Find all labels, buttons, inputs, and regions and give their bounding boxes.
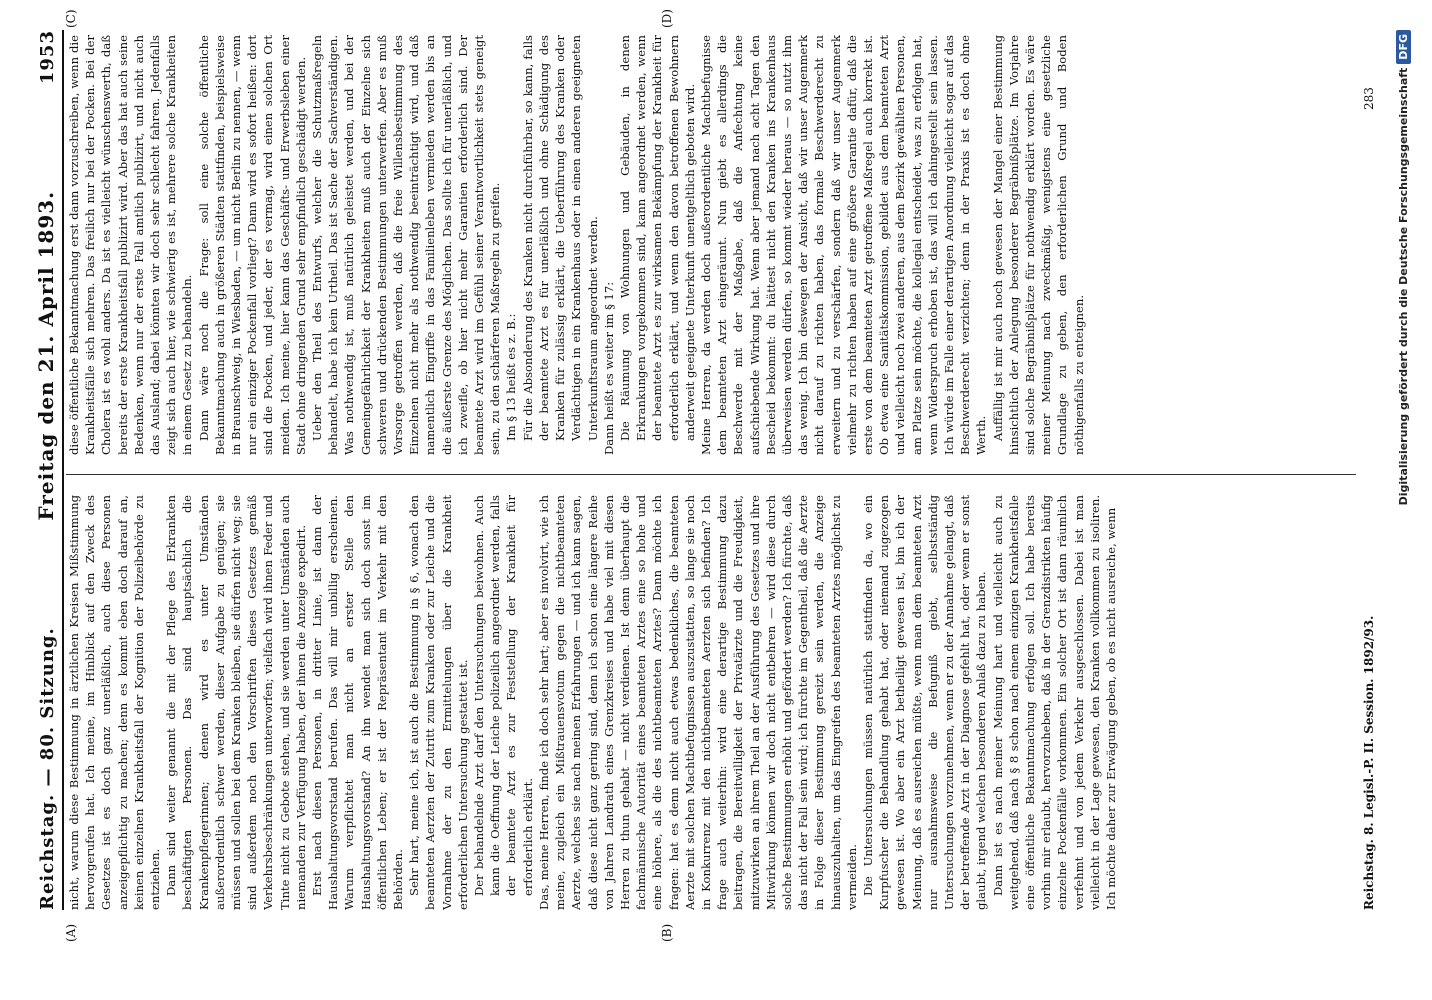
margin-mark-d: (D): [660, 9, 674, 28]
paragraph: diese öffentliche Bekanntmachung erst dann vorzuschreiben, wenn die Krankheitsfälle sich mehren. Das freilich nur bei der Pocken. Bei der Cholera ist es wohl anders. Da ist es vielleicht wünschenswerth, daß bereits der erste Krankheitsfall publizirt wird. Aber das hat auch seine Bedenken, wenn nur der erste Fall amtlich publizirt, und nicht auch das Ausland; dabei könnten wir doch sehr schlecht fahren. Jedenfalls zeigt sich auch hier, wie schwierig es ist, mehrere solche Krankheiten in einem Gesetz zu behandeln.: [67, 35, 195, 455]
paragraph: Dann ist es nach meiner Meinung hart und vielleicht auch zu weitgehend, daß nach § 8 schon nach einem einzigen Krankheitsfalle eine öffentliche Bekanntmachung erfolgen soll. Ich habe bereits vorhin mir erlaubt, hervorzuheben, daß in der Grenzdistrikten häufig einzelne Pockenfälle vorkommen. Ein solcher Ort ist dann räumlich verfehmt und von jedem Verkehr ausgeschlossen. Dabei ist man vielleicht in der Lage gewesen, den Kranken vollkommen zu isoliren. Ich möchte daher zur Erwägung geben, ob es nicht ausreiche, wenn: [990, 495, 1118, 910]
paragraph: Das, meine Herren, finde ich doch sehr hart; aber es involvirt, wie ich meine, zugleich ein Mißtrauensvotum gegen die nichtbeamteten Aerzte, welches sie nach meinen Erfahrungen — und ich kann sagen, daß diese nicht ganz gering sind, denn ich schon eine längere Reihe von Jahren Landrath eines Grenzkreises und habe viel mit diesen Herren zu thun gehabt — nicht verdienen. Ist denn überhaupt die fachmännische Autorität eines beamteten Arztes eine so hohe und eine höhere, als die des nichtbeamteten Arztes? Dann möchte ich fragen: hat es denn nicht auch etwas bedenkliches, die beamteten Aerzte mit solchen Machtbefugnissen auszustatten, so lange sie noch in Konkurrenz mit den nichtbeamteten Aerzten sich befinden? Ich frage auch weiterhin: wird eine derartige Bestimmung dazu beitragen, die Bereitwilligkeit der Privatärzte und die Freudigkeit, mitzuwirken an ihrem Theil an der Ausführung des Gesetzes und ihre Mitwirkung können wir doch nicht entbehren — wird diese durch solche Bestimmungen erhöht und gefördert werden? Ich fürchte, daß das nicht der Fall sein wird; ich fürchte im Gegentheil, daß die Aerzte in Folge dieser Bestimmung gereizt sein werden, die Anzeige hinauszuhalten, um das Eingreifen des beamteten Arztes möglichst zu vermeiden.: [536, 495, 859, 910]
margin-mark-c: (C): [64, 9, 78, 28]
paragraph: nicht, warum diese Bestimmung in ärztlichen Kreisen Mißstimmung hervorgerufen hat. Ich meine, im Hinblick auf den Zweck des Gesetzes ist es doch ganz unerläßlich, auch diese Personen anzeigepflichtig zu machen; denn es kommt eben doch darauf an, keinen einzelnen Krankheitsfall der Kognition der Polizeibehörde zu entziehen.: [67, 495, 163, 910]
digitization-stamp: [1392, 30, 1414, 970]
header-date: Freitag den 21. April 1893.: [34, 190, 58, 521]
right-column: [66, 35, 1356, 455]
paragraph: Auffällig ist mir auch noch gewesen der Mangel einer Bestimmung hinsichtlich der Anlegung besonderer Begräbnißplätze. Im Vorjahre sind solche Begräbnißplätze für nothwendig erklärt worden. Es wäre meiner Meinung nach zweckmäßig, wenigstens eine gesetzliche Grundlage zu geben, den erforderlichen Grund und Boden nöthigenfalls zu enteignen.: [990, 35, 1086, 455]
header-page-number: 1953: [37, 30, 58, 85]
header-left: Reichstag. — 80. Sitzung.: [37, 627, 58, 910]
left-column: [66, 495, 1356, 910]
margin-mark-b: (B): [660, 923, 674, 942]
paragraph: Sehr hart, meine ich, ist auch die Bestimmung in § 6, wonach den beamteten Aerzten der Zutritt zum Kranken oder zur Leiche und die Vornahme der zu den Ermittelungen über die Krankheit erforderlichen Untersuchung gestattet ist.: [407, 495, 470, 910]
dfg-logo: DFG: [1396, 30, 1411, 64]
paragraph: Meine Herren, da werden doch außerordentliche Machtbefugnisse dem beamteten Arzt eingeräumt. Nun giebt es allerdings die Beschwerde mit der Maßgabe, daß die Anfechtung keine aufschiebende Wirkung hat. Wenn aber jemand nach acht Tagen den Bescheid bekommt: du hättest nicht den Kranken ins Krankenhaus überweisen werden dürfen, so kommt wieder heraus — so nutzt ihm das wenig. Ich bin deswegen der Ansicht, daß wir unser Augenmerk nicht darauf zu richten haben, das formale Beschwerderecht zu erweitern und zu verschärfen, sondern daß wir unser Augenmerk vielmehr zu richten haben auf eine größere Garantie dafür, daß die erste von dem beamteten Arzt getroffene Maßregel auch korrekt ist. Ob etwa eine Sanitätskommission, gebildet aus dem beamteten Arzt und vielleicht noch zwei anderen, aus dem Bezirk gewählten Personen, am Platze sein möchte, die kollegial entscheidet, was zu erfolgen hat, wenn Widerspruch erhoben ist, das will ich dahingestellt sein lassen. Ich würde im Falle einer derartigen Anordnung vielleicht sogar auf das Beschwerderecht verzichten; denn in der Praxis ist es doch ohne Werth.: [698, 35, 989, 455]
stamp-text: Digitalisierung gefördert durch die Deutsche Forschungsgemeinschaft: [1396, 67, 1410, 506]
column-divider: [66, 474, 1356, 475]
paragraph: Im § 13 heißt es z. B.:: [504, 313, 519, 441]
paragraph: Dann sind weiter genannt die mit der Pflege des Erkrankten beschäftigten Personen. Das sind hauptsächlich die Krankenpflegerinnen; denen wird es unter Umständen außerordentlich schwer werden, dieser Aufgabe zu genügen; sie müssen und sollen bei dem Kranken bleiben, sie dürfen nicht weg; sie sind außerdem noch den Vorschriften dieses Gesetzes gemäß Verkehrsbeschränkungen unterworfen; vielfach wird ihnen Feder und Tinte nicht zu Gebote stehen, und sie werden unter Umständen auch niemanden zur Verfügung haben, der ihnen die Anzeige expedirt.: [164, 495, 308, 910]
margin-mark-a: (A): [64, 923, 78, 942]
footer-page-number: 283: [1362, 87, 1376, 110]
paragraph: Erst nach diesen Personen, in dritter Linie, ist dann der Haushaltungsvorstand berufen. Das will mir unbillig erscheinen. Warum verpflichtet man nicht an erster Stelle den Haushaltungsvorstand? An ihn wendet man sich doch sonst im öffentlichen Leben; er ist der Repräsentant im Verkehr mit den Behörden.: [310, 495, 406, 910]
footer-session: Reichstag. 8. Legisl.-P. II. Session. 1892/93.: [1362, 615, 1376, 910]
paragraph: Für die Absonderung des Kranken nicht durchführbar, so kann, falls der beamtete Arzt es für unerläßlich und ohne Schädigung des Kranken für zulässig erklärt, die Ueberführung des Kranken oder Verdächtigen in ein Krankenhaus oder in einen anderen geeigneten Unterkunftsraum angeordnet werden.: [520, 35, 600, 441]
paragraph: Die Untersuchungen müssen natürlich stattfinden da, wo ein Kurpfuscher die Behandlung gehabt hat, oder niemand zugezogen gewesen ist. Wo aber ein Arzt betheiligt gewesen ist, bin ich der Meinung, daß es ausreichen müßte, wenn man dem beamteten Arzt nur ausnahmsweise die Befugniß giebt, selbstständig Untersuchungen vorzunehmen, wenn er zu der Annahme gelangt, daß der betreffende Arzt in der Diagnose gefehlt hat, oder wenn er sonst glaubt, irgend welchen besonderen Anlaß dazu zu haben.: [860, 495, 989, 910]
paragraph: Dann wäre noch die Frage: soll eine solche öffentliche Bekanntmachung auch in größeren Städten stattfinden, beispielsweise in Braunschweig, in Wiesbaden, — um nicht Berlin zu nennen, — wenn nur ein einziger Pockenfall vorliegt? Dann wird es sofort heißen: dort sind die Pocken, und jeder, der es vermag, wird einen solchen Ort meiden. Ich meine, hier kann das Geschäfts- und Erwerbsleben einer Stadt ohne dringenden Grund sehr empfindlich geschädigt werden.: [196, 35, 308, 455]
paragraph: Ueber den Theil des Entwurfs, welcher die Schutzmaßregeln behandelt, habe ich kein Urtheil. Das ist Sache der Sachverständigen. Was nothwendig ist, muß natürlich geleistet werden, und bei der Gemeingefährlichkeit der Krankheiten muß auch der Einzelne sich schweren und drückenden Bestimmungen unterwerfen. Aber es muß Vorsorge getroffen werden, daß die freie Willensbestimmung des Einzelnen nicht mehr als nothwendig beeinträchtigt wird, und daß namentlich Eingriffe in das Familienleben vermieden werden bis an die äußerste Grenze des Möglichen. Das sollte ich für unerläßlich, und ich zweifle, ob hier nicht mehr Garantien erforderlich sind. Der beamtete Arzt wird im Gefühl seiner Verantwortlichkeit stets geneigt sein, zu den schärferen Maßregeln zu greifen.: [310, 35, 503, 455]
page-header: [14, 30, 64, 910]
paragraph: Dann heißt es weiter im § 17:: [601, 281, 616, 455]
paragraph: Die Räumung von Wohnungen und Gebäuden, in denen Erkrankungen vorgekommen sind, kann angeordnet werden, wenn der beamtete Arzt es zur wirksamen Bekämpfung der Krankheit für erforderlich erklärt, und wenn den davon betroffenen Bewohnern anderweit geeignete Unterkunft unentgeltlich geboten wird.: [617, 35, 697, 441]
paragraph: Der behandelnde Arzt darf den Untersuchungen beiwohnen. Auch kann die Oeffnung der Leiche polizeilich angeordnet werden, falls der beamtete Arzt es zur Feststellung der Krankheit für erforderlich erklärt.: [472, 495, 535, 896]
